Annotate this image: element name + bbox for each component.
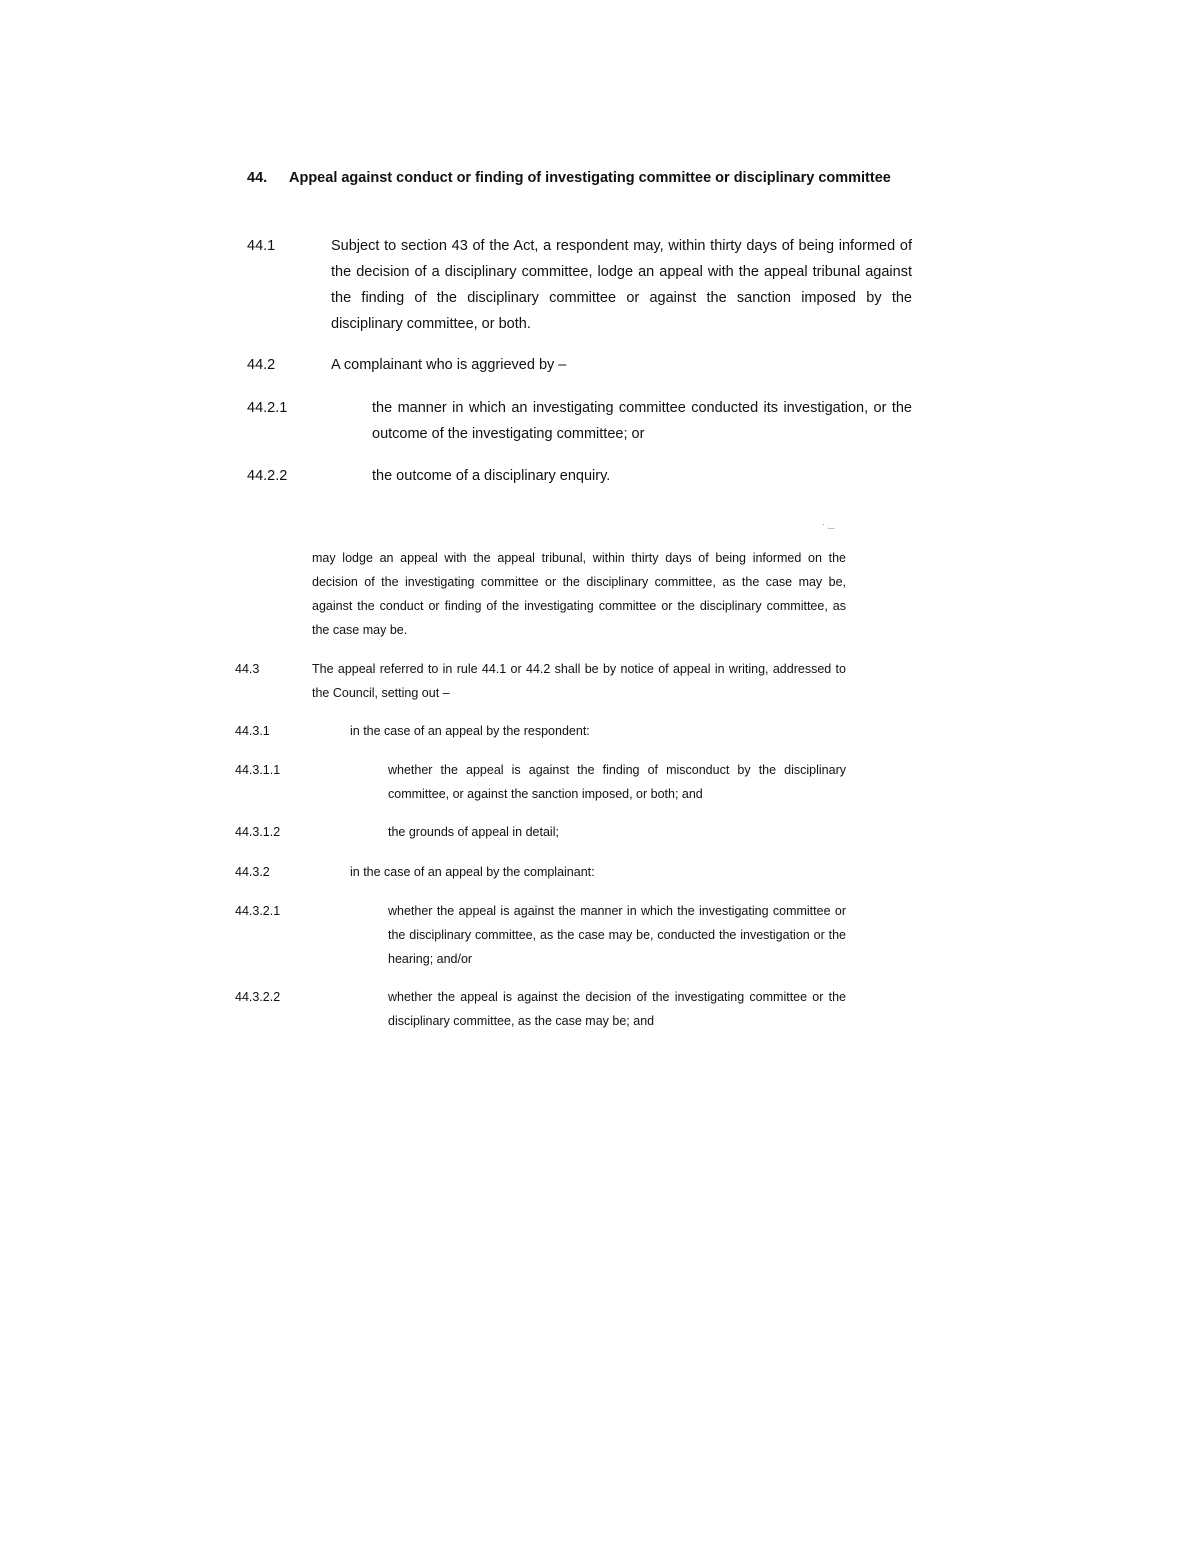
clause-text: may lodge an appeal with the appeal tribunal, within thirty days of being informed on the decision of the investigating committee or the disciplinary committee, as the case may be, against the conduct or finding of the investigating committee or the disciplinary committee, as the case may be. — [312, 551, 846, 637]
clause-number: 44.2 — [247, 357, 276, 373]
clause-text: in the case of an appeal by the respondent: — [350, 724, 590, 738]
clause-number: 44.1 — [247, 238, 276, 254]
clause-number: 44.2.1 — [247, 400, 288, 416]
clause-number: 44.3.1 — [235, 724, 270, 738]
clause-number: 44.3.2.1 — [235, 904, 281, 918]
clause-number: 44.3.2.2 — [235, 990, 281, 1004]
clause-text: whether the appeal is against the manner in which the investigating committee or the disciplinary committee, as the case may be, conducted the investigation or the hearing; and/or — [388, 904, 846, 966]
scan-mark: · ‿ — [822, 519, 835, 529]
clause-number: 44.3.1.1 — [235, 763, 281, 777]
clause-text: the outcome of a disciplinary enquiry. — [372, 468, 611, 484]
section-title: Appeal against conduct or finding of investigating committee or disciplinary committee — [289, 170, 891, 186]
clause-number: 44.3.2 — [235, 865, 270, 879]
clause-number: 44.3 — [235, 662, 260, 676]
clause-text: whether the appeal is against the finding of misconduct by the disciplinary committee, or against the sanction imposed, or both; and — [388, 763, 846, 801]
clause-text: Subject to section 43 of the Act, a respondent may, within thirty days of being informed of the decision of a disciplinary committee, lodge an appeal with the appeal tribunal against the finding of the disciplinary committee or against the sanction imposed by the disciplinary committee, or both. — [331, 238, 912, 332]
clause-text: in the case of an appeal by the complainant: — [350, 865, 595, 879]
clause-text: whether the appeal is against the decision of the investigating committee or the disciplinary committee, as the case may be; and — [388, 990, 846, 1028]
clause-text: the grounds of appeal in detail; — [388, 825, 559, 839]
clause-text: A complainant who is aggrieved by – — [331, 357, 567, 373]
clause-text: The appeal referred to in rule 44.1 or 44.2 shall be by notice of appeal in writing, addressed to the Council, setting out – — [312, 662, 846, 700]
section-number: 44. — [247, 170, 268, 186]
clause-text: the manner in which an investigating committee conducted its investigation, or the outcome of the investigating committee; or — [372, 400, 912, 442]
clause-number: 44.2.2 — [247, 468, 288, 484]
clause-number: 44.3.1.2 — [235, 825, 281, 839]
